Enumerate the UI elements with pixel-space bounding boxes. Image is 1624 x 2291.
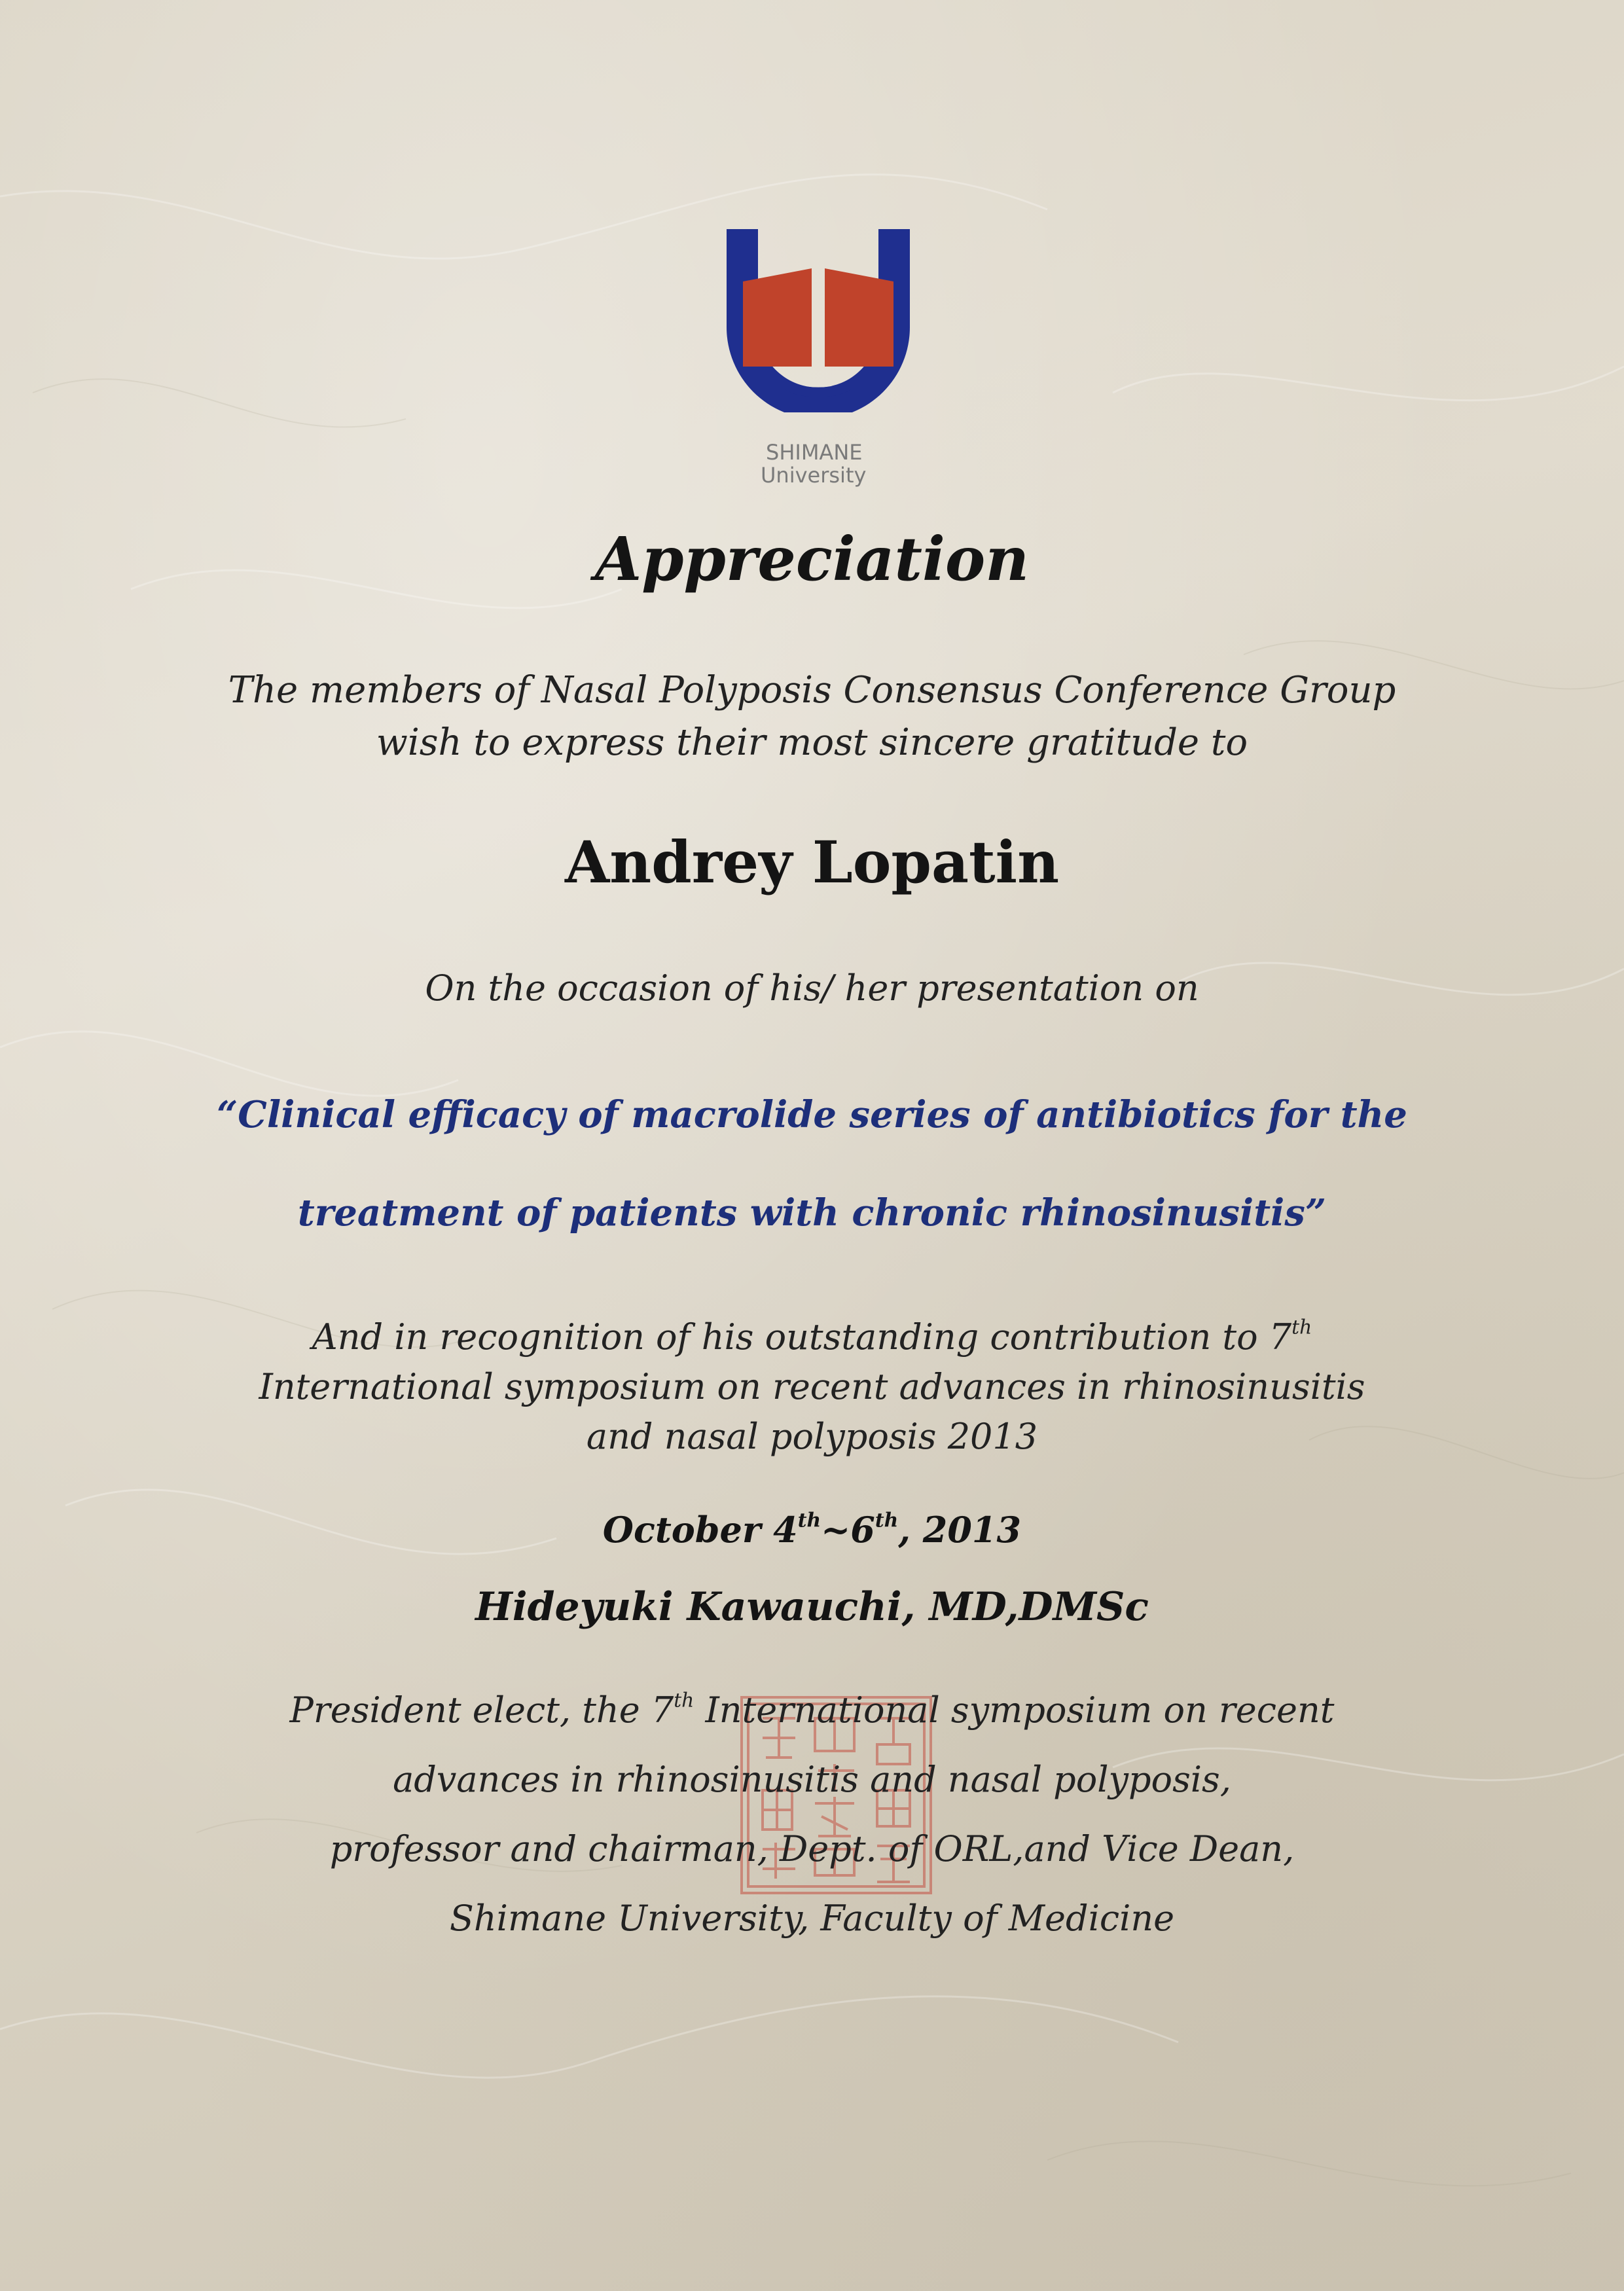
recipient-name: Andrey Lopatin: [564, 828, 1060, 896]
recognition-text: [0, 1312, 1624, 1462]
presentation-title-line-2: treatment of patients with chronic rhinosinusitis”: [297, 1191, 1327, 1235]
recognition-line-3: and nasal polyposis 2013: [586, 1416, 1038, 1457]
logo-line-2: University: [761, 463, 867, 488]
occasion-text: On the occasion of his/ her presentation on: [425, 967, 1199, 1009]
signer-role: [0, 1676, 1624, 1953]
intro-line-1: The members of Nasal Polyposis Consensus Conference Group: [228, 669, 1396, 712]
signer-name: Hideyuki Kawauchi, MD,DMSc: [475, 1584, 1149, 1630]
presentation-title-line-1: “Clinical efficacy of macrolide series of antibiotics for the: [217, 1093, 1407, 1136]
intro-line-2: wish to express their most sincere gratitude to: [376, 721, 1248, 764]
recognition-line-1: And in recognition of his outstanding contribution to 7th: [312, 1316, 1312, 1358]
recognition-line-2: International symposium on recent advances in rhinosinusitis: [259, 1366, 1365, 1407]
certificate-title: Appreciation: [594, 524, 1030, 594]
role-line-3: professor and chairman, Dept. of ORL,and Vice Dean,: [329, 1828, 1295, 1869]
role-line-2: advances in rhinosinusitis and nasal polyposis,: [393, 1759, 1231, 1800]
role-line-1: President elect, the 7th International symposium on recent: [289, 1689, 1335, 1731]
event-date: October 4th~6th, 2013: [602, 1509, 1022, 1551]
role-line-4: Shimane University, Faculty of Medicine: [449, 1898, 1175, 1939]
university-logo: [713, 229, 923, 412]
intro-text: [0, 664, 1624, 769]
logo-line-1: SHIMANE: [766, 440, 863, 465]
